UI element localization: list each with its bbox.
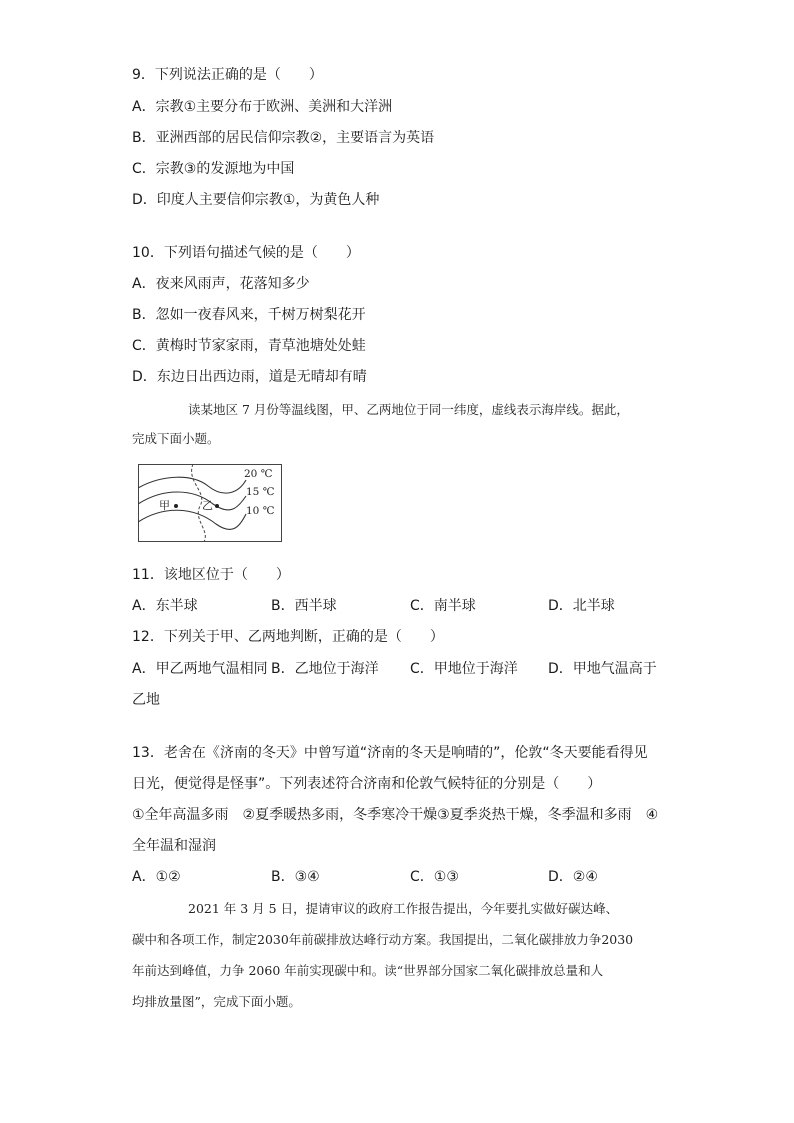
passage1-line-1: 读某地区 7 月份等温线图，甲、乙两地位于同一纬度，虚线表示海岸线。据此， bbox=[188, 402, 629, 417]
q9-option-c: C．宗教③的发源地为中国 bbox=[132, 161, 295, 177]
isotherm-map bbox=[138, 464, 282, 542]
q10-option-b: B．忽如一夜春风来，千树万树梨花开 bbox=[132, 307, 366, 323]
q13-option-a: A．①② bbox=[132, 869, 181, 885]
point-yi-dot bbox=[215, 504, 219, 508]
label-10c: 10 ℃ bbox=[246, 505, 275, 517]
q13-option-d: D．②④ bbox=[548, 869, 598, 885]
q12-continuation: 乙地 bbox=[132, 692, 160, 708]
label-jia: 甲 bbox=[159, 499, 170, 512]
q11-option-a: A．东半球 bbox=[132, 598, 198, 614]
q13-stem-line-4: 全年温和湿润 bbox=[132, 838, 216, 854]
q13-stem-line-2: 日光，便觉得是怪事”。下列表述符合济南和伦敦气候特征的分别是（ ） bbox=[132, 776, 602, 792]
q12-stem: 12．下列关于甲、乙两地判断，正确的是（ ） bbox=[132, 629, 444, 645]
passage2-line-3: 年前达到峰值，力争 2060 年前实现碳中和。读“世界部分国家二氧化碳排放总量和人 bbox=[132, 963, 604, 978]
q12-option-a: A．甲乙两地气温相同 bbox=[132, 661, 268, 677]
q11-option-b: B．西半球 bbox=[271, 598, 337, 614]
passage2-line-4: 均排放量图”，完成下面小题。 bbox=[132, 994, 301, 1009]
q13-option-b: B．③④ bbox=[271, 869, 320, 885]
passage1-line-2: 完成下面小题。 bbox=[132, 431, 220, 446]
q11-stem: 11．该地区位于（ ） bbox=[132, 567, 290, 583]
q9-option-d: D．印度人主要信仰宗教①，为黄色人种 bbox=[132, 192, 380, 208]
passage2-line-1: 2021 年 3 月 5 日，提请审议的政府工作报告提出，今年要扎实做好碳达峰、 bbox=[188, 901, 619, 916]
q12-option-b: B．乙地位于海洋 bbox=[271, 661, 379, 677]
label-15c: 15 ℃ bbox=[246, 486, 275, 498]
q9-option-b: B．亚洲西部的居民信仰宗教②，主要语言为英语 bbox=[132, 130, 435, 146]
passage2-line-2: 碳中和各项工作，制定2030年前碳排放达峰行动方案。我国提出，二氧化碳排放力争2030 bbox=[132, 932, 634, 947]
label-yi: 乙 bbox=[202, 499, 213, 512]
q13-stem-line-3: ①全年高温多雨 ②夏季暖热多雨，冬季寒冷干燥③夏季炎热干燥，冬季温和多雨 ④ bbox=[132, 807, 659, 823]
q10-option-c: C．黄梅时节家家雨，青草池塘处处蛙 bbox=[132, 338, 366, 354]
q12-option-c: C．甲地位于海洋 bbox=[410, 661, 518, 677]
q11-option-c: C．南半球 bbox=[410, 598, 476, 614]
q9-option-a: A．宗教①主要分布于欧洲、美洲和大洋洲 bbox=[132, 99, 393, 115]
q10-option-a: A．夜来风雨声，花落知多少 bbox=[132, 276, 310, 292]
q9-stem: 9．下列说法正确的是（ ） bbox=[132, 67, 323, 83]
q13-stem-line-1: 13．老舍在《济南的冬天》中曾写道“济南的冬天是响晴的”，伦敦“冬天要能看得见 bbox=[132, 745, 648, 761]
q10-option-d: D．东边日出西边雨，道是无晴却有晴 bbox=[132, 369, 367, 385]
q13-option-c: C．①③ bbox=[410, 869, 459, 885]
q12-option-d: D．甲地气温高于 bbox=[548, 661, 657, 677]
label-20c: 20 ℃ bbox=[244, 468, 273, 480]
q10-stem: 10．下列语句描述气候的是（ ） bbox=[132, 245, 360, 261]
point-jia-dot bbox=[174, 504, 178, 508]
q11-option-d: D．北半球 bbox=[548, 598, 615, 614]
